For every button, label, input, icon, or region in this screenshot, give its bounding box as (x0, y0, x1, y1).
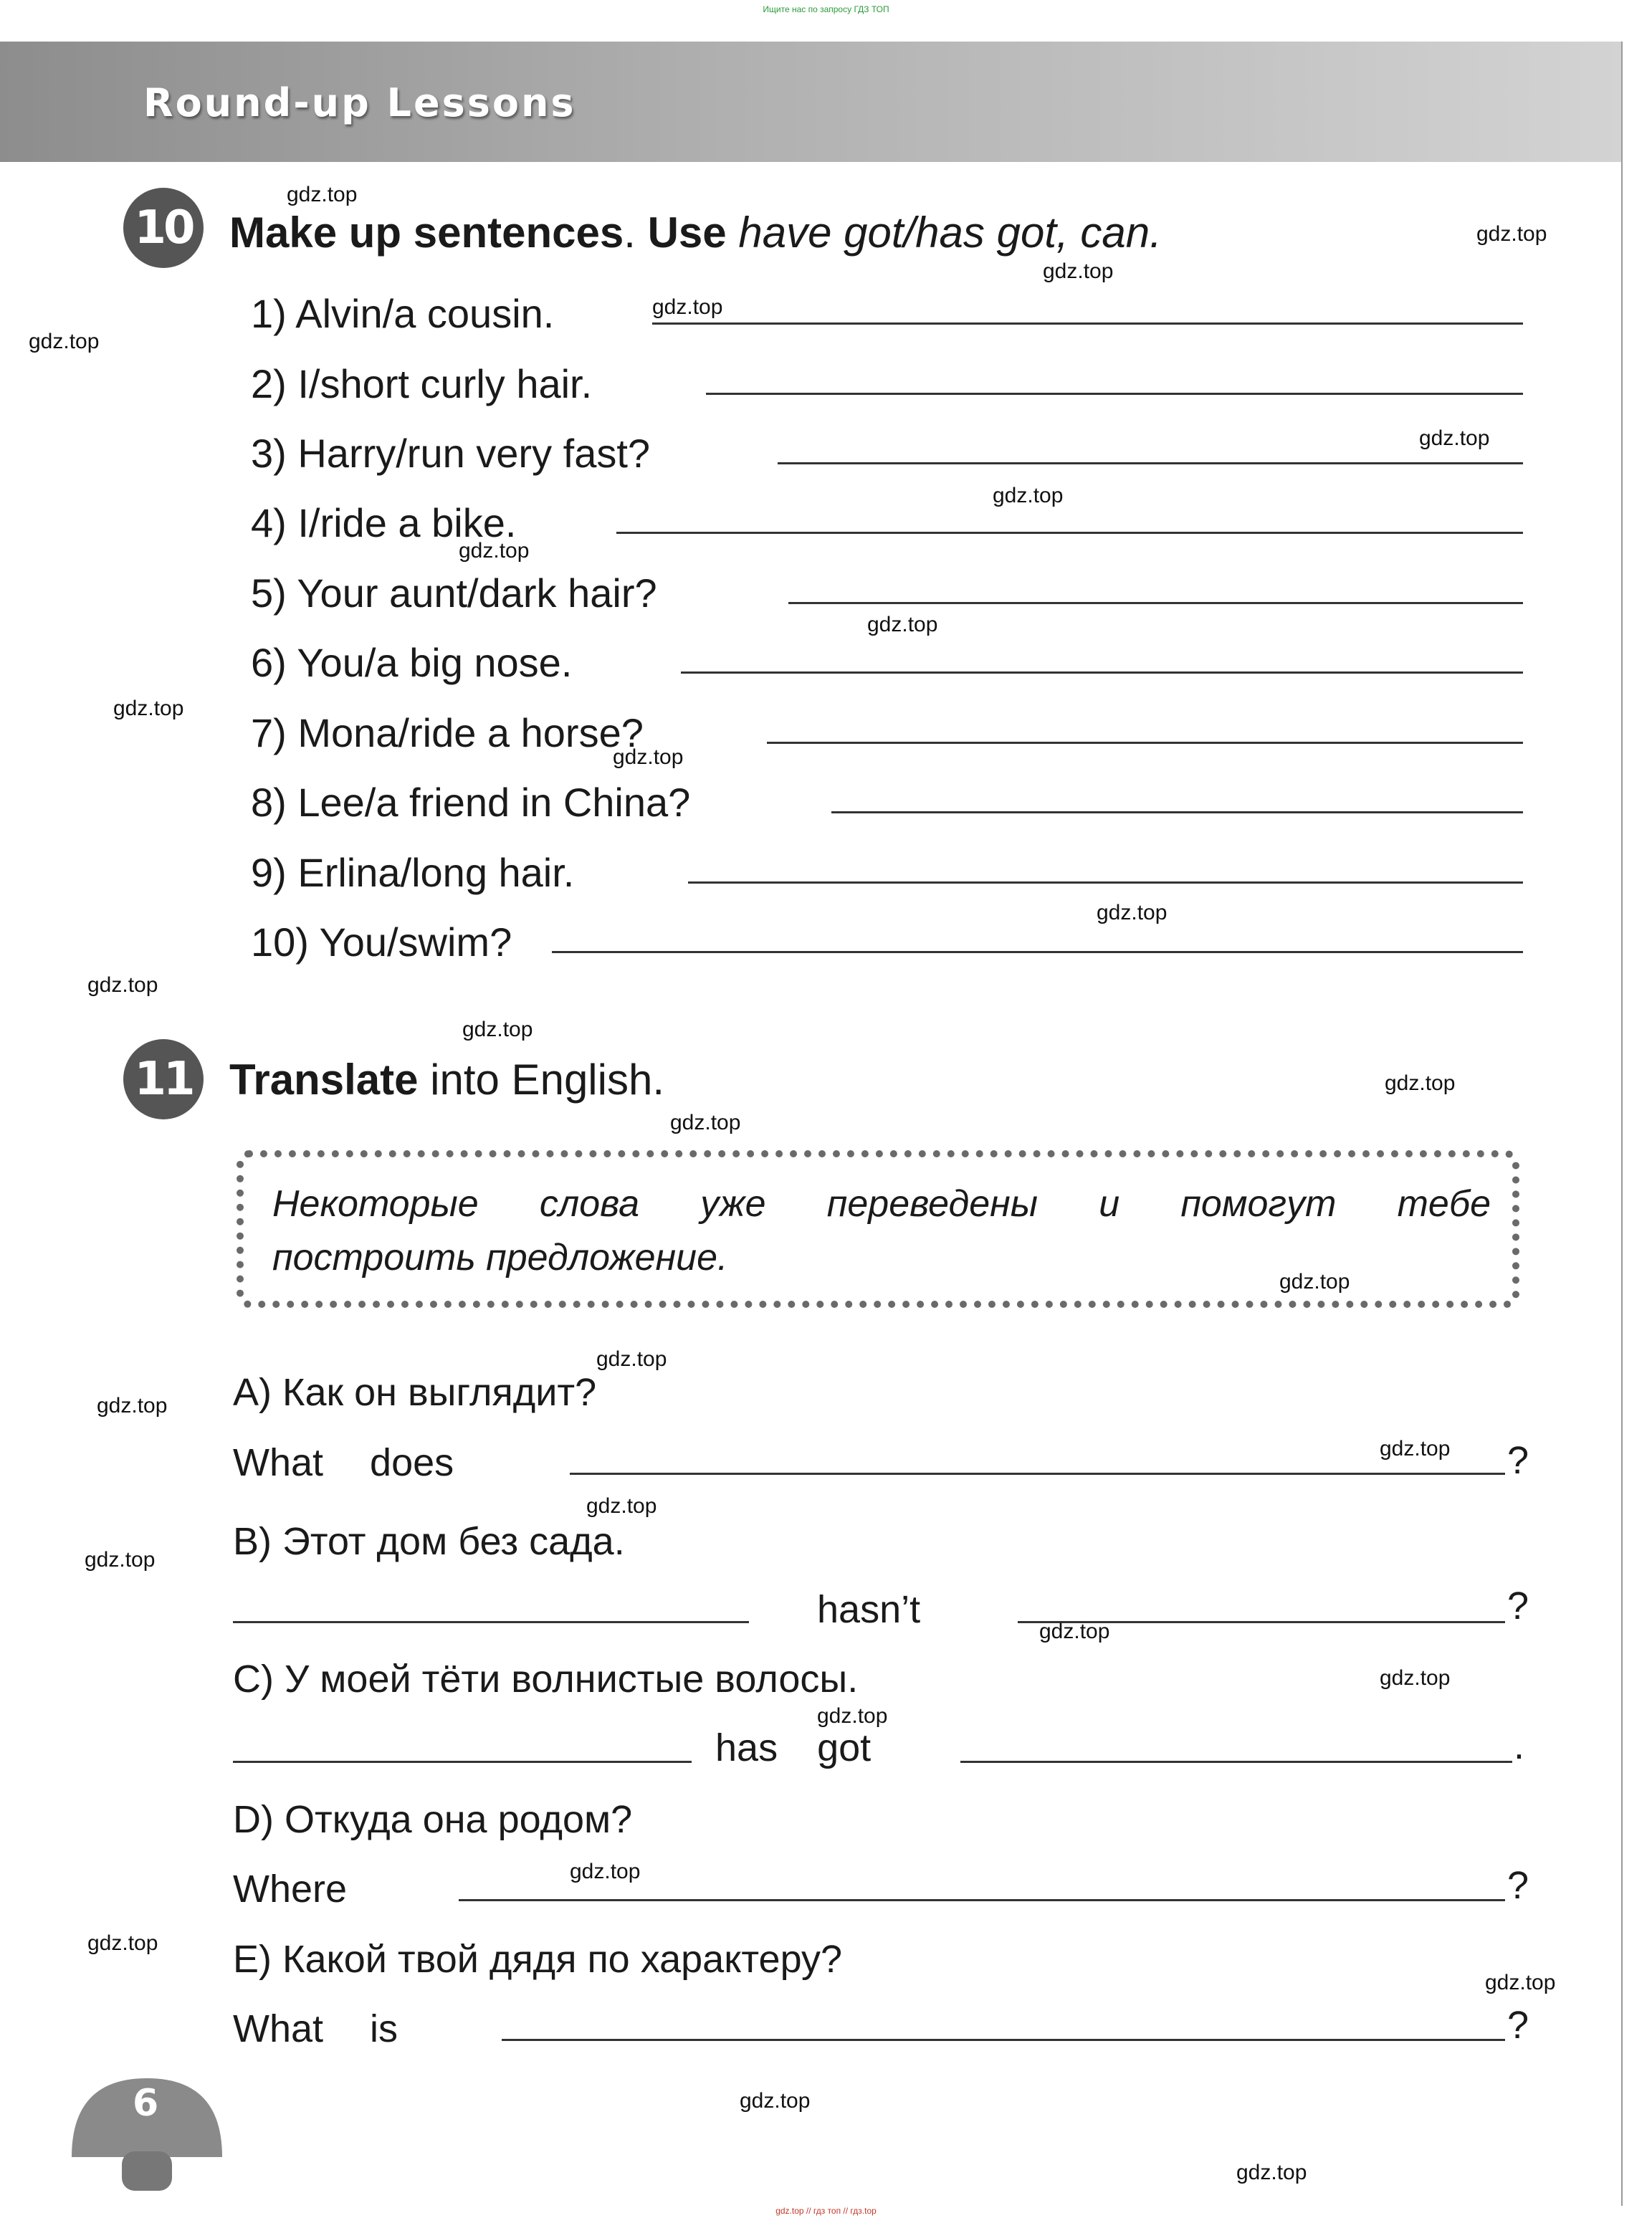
task-10-item-3: 3) Harry/run very fast? (251, 431, 651, 476)
task-10-answer-line-3[interactable] (778, 462, 1523, 464)
task-11-a-answer-line[interactable] (570, 1473, 1505, 1475)
watermark: gdz.top (87, 1931, 158, 1955)
task-11-c-answer-line-2[interactable] (960, 1761, 1512, 1763)
section-title: Round-up Lessons (143, 80, 576, 125)
page-edge (1621, 42, 1623, 2206)
watermark: gdz.top (740, 2089, 811, 2113)
task-10-answer-line-2[interactable] (706, 393, 1523, 395)
watermark: gdz.top (459, 539, 530, 563)
task-10-title (229, 208, 1162, 257)
task-10-item-2: 2) I/short curly hair. (251, 361, 593, 406)
task-11-e-end: ? (1507, 2004, 1529, 2047)
top-note: Ищите нас по запросу ГДЗ ТОП (763, 4, 889, 14)
task-10-item-4: 4) I/ride a bike. (251, 500, 517, 545)
task-11-e-prompt: What is (233, 2007, 398, 2050)
watermark: gdz.top (1380, 1437, 1451, 1461)
task-11-c-russian: C) У моей тёти волнистые волосы. (233, 1658, 859, 1701)
task-11-c-prompt: has got (715, 1726, 872, 1769)
watermark: gdz.top (287, 183, 358, 206)
watermark: gdz.top (1043, 259, 1114, 283)
bottom-note: gdz.top // гдз топ // гдз.top (775, 2206, 877, 2216)
watermark: gdz.top (462, 1018, 533, 1041)
watermark: gdz.top (1380, 1666, 1451, 1690)
watermark: gdz.top (85, 1548, 156, 1572)
task-11-e-russian: E) Какой твой дядя по характеру? (233, 1938, 843, 1981)
task-11-d-answer-line[interactable] (459, 1899, 1505, 1901)
task-11-e-answer-line[interactable] (502, 2039, 1505, 2041)
watermark: gdz.top (1279, 1270, 1350, 1294)
watermark: gdz.top (613, 745, 684, 769)
task-11-d-end: ? (1507, 1864, 1529, 1907)
watermark: gdz.top (867, 613, 938, 636)
task-11-title-rest: into English. (430, 1056, 665, 1104)
task-10-answer-line-8[interactable] (831, 811, 1523, 813)
task-11-title-bold: Translate (229, 1056, 419, 1104)
task-11-title (229, 1055, 664, 1104)
task-10-answer-line-5[interactable] (788, 602, 1523, 604)
watermark: gdz.top (1485, 1971, 1556, 1994)
task-11-b-prompt: hasn’t (817, 1588, 921, 1631)
task-10-item-10: 10) You/swim? (251, 919, 512, 965)
hint-line-1: Некоторые слова уже переведены и помогут тебе (272, 1183, 1491, 1225)
task-10-item-9: 9) Erlina/long hair. (251, 850, 575, 895)
watermark: gdz.top (1476, 222, 1547, 246)
watermark: gdz.top (87, 973, 158, 997)
watermark: gdz.top (1236, 2161, 1307, 2184)
watermark: gdz.top (1097, 901, 1168, 924)
task-10-answer-line-1[interactable] (652, 322, 1523, 325)
watermark: gdz.top (570, 1860, 641, 1883)
page-number: 6 (133, 2082, 159, 2125)
watermark: gdz.top (1385, 1071, 1456, 1095)
watermark: gdz.top (1039, 1620, 1110, 1643)
task-11-a-russian: A) Как он выглядит? (233, 1371, 597, 1414)
task-10-item-5: 5) Your aunt/dark hair? (251, 570, 657, 616)
watermark: gdz.top (29, 330, 100, 353)
task-11-a-end: ? (1507, 1439, 1529, 1482)
watermark: gdz.top (993, 484, 1064, 507)
task-11-c-end: . (1514, 1724, 1525, 1767)
task-10-answer-line-10[interactable] (552, 951, 1523, 953)
watermark: gdz.top (817, 1704, 888, 1728)
watermark: gdz.top (97, 1394, 168, 1418)
task-10-title-bold: Make up sentences (229, 209, 624, 257)
watermark: gdz.top (596, 1347, 667, 1371)
task-11-b-russian: B) Этот дом без сада. (233, 1520, 625, 1563)
task-10-answer-line-7[interactable] (767, 742, 1523, 744)
watermark: gdz.top (1419, 426, 1490, 450)
task-11-d-prompt: Where (233, 1868, 348, 1911)
task-10-badge: 10 (123, 188, 204, 268)
task-11-a-prompt: What does (233, 1441, 454, 1484)
watermark: gdz.top (670, 1111, 741, 1134)
task-10-item-8: 8) Lee/a friend in China? (251, 780, 691, 825)
watermark: gdz.top (586, 1494, 657, 1518)
task-11-badge: 11 (123, 1039, 204, 1119)
task-10-item-6: 6) You/a big nose. (251, 640, 573, 685)
task-11-b-answer-line-1[interactable] (233, 1621, 749, 1623)
task-11-d-russian: D) Откуда она родом? (233, 1798, 633, 1841)
task-10-item-1: 1) Alvin/a cousin. (251, 291, 555, 336)
watermark: gdz.top (652, 295, 723, 319)
task-10-answer-line-6[interactable] (681, 671, 1523, 674)
task-10-title-use: Use (647, 209, 727, 257)
task-10-answer-line-9[interactable] (688, 881, 1523, 884)
hint-line-2: построить предложение. (272, 1237, 728, 1278)
watermark: gdz.top (113, 697, 184, 720)
task-11-b-end: ? (1507, 1584, 1529, 1627)
task-10-title-dot: . (624, 209, 636, 257)
task-10-item-7: 7) Mona/ride a horse? (251, 710, 644, 755)
task-11-c-answer-line-1[interactable] (233, 1761, 692, 1763)
task-10-title-italic: have got/has got, can. (738, 209, 1162, 257)
task-10-answer-line-4[interactable] (616, 532, 1523, 534)
